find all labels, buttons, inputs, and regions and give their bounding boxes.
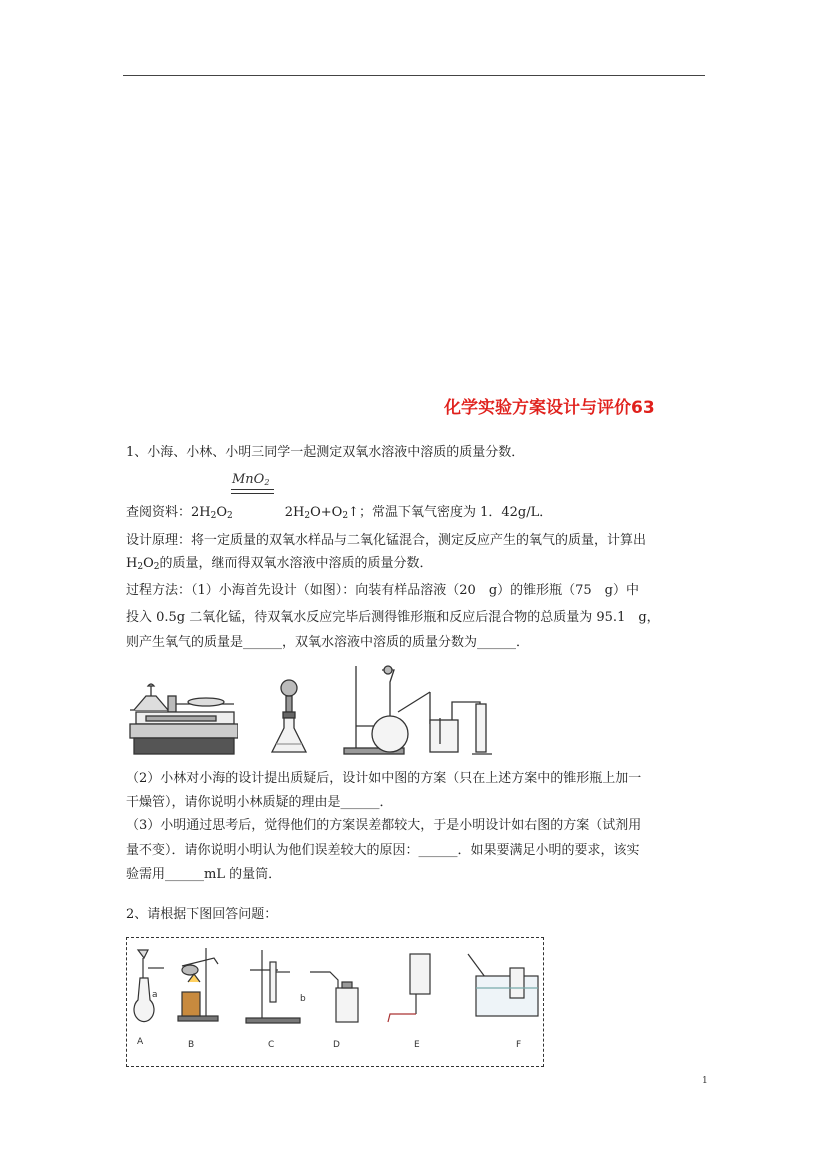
- apparatus-drawings: [130, 942, 540, 1028]
- q1-intro: 1、小海、小林、小明三同学一起测定双氧水溶液中溶质的质量分数．: [126, 445, 525, 460]
- apparatus-label-E: E: [414, 1040, 420, 1050]
- q2-intro: 2、请根据下图回答问题：: [126, 907, 278, 922]
- gas-collection-setup-figure: [342, 662, 510, 758]
- apparatus-label-C: C: [268, 1040, 275, 1050]
- q1-part2-line2: 干燥管），请你说明小林质疑的理由是______．: [126, 795, 393, 810]
- q1-method-line1: 过程方法：（1）小海首先设计（如图）：向装有样品溶液（20 g）的锥形瓶（75 g）中: [126, 583, 639, 598]
- apparatus-label-B: B: [188, 1040, 195, 1050]
- flask-drying-tube-figure: [268, 678, 310, 758]
- q1-part3-line3: 验需用______mL 的量筒．: [126, 867, 282, 882]
- q1-reference-equation: 查阅资料：$2H_2O_2$ $2H_2O+O_2↑$；常温下氧气密度为 1．42g/L．: [126, 505, 553, 521]
- apparatus-label-F: F: [516, 1040, 522, 1050]
- q1-method-line3: 则产生氧气的质量是______，双氧水溶液中溶质的质量分数为______．: [126, 635, 530, 650]
- q1-method-line2: 投入 0.5g 二氧化锰，待双氧水反应完毕后测得锥形瓶和反应后混合物的总质量为 95.1 g，: [126, 610, 660, 625]
- apparatus-label-A: A: [137, 1037, 144, 1047]
- q1-part2-line1: （2）小林对小海的设计提出质疑后，设计如中图的方案（只在上述方案中的锥形瓶上加一: [126, 771, 642, 786]
- balance-figure: [126, 682, 238, 758]
- q1-part3-line2: 量不变）．请你说明小明认为他们误差较大的原因：______．如果要满足小明的要求，该实: [126, 843, 640, 858]
- header-rule: [123, 75, 705, 76]
- apparatus-label-D: D: [333, 1040, 340, 1050]
- page-number: 1: [702, 1076, 708, 1086]
- q1-part3-line1: （3）小明通过思考后，觉得他们的方案误差都较大，于是小明设计如右图的方案（试剂用: [126, 818, 642, 833]
- page-title: 化学实验方案设计与评价63: [444, 398, 655, 418]
- q1-principle-line1: 设计原理：将一定质量的双氧水样品与二氧化锰混合，测定反应产生的氧气的质量，计算出: [126, 533, 647, 548]
- apparatus-label-a-small: a: [152, 990, 158, 1000]
- apparatus-label-b-small: b: [300, 994, 306, 1004]
- equation-double-line: [231, 489, 274, 494]
- catalyst-label: MnO$_2$: [232, 472, 270, 487]
- q1-principle-line2: $H_2O_2$的质量，继而得双氧水溶液中溶质的质量分数．: [126, 556, 433, 572]
